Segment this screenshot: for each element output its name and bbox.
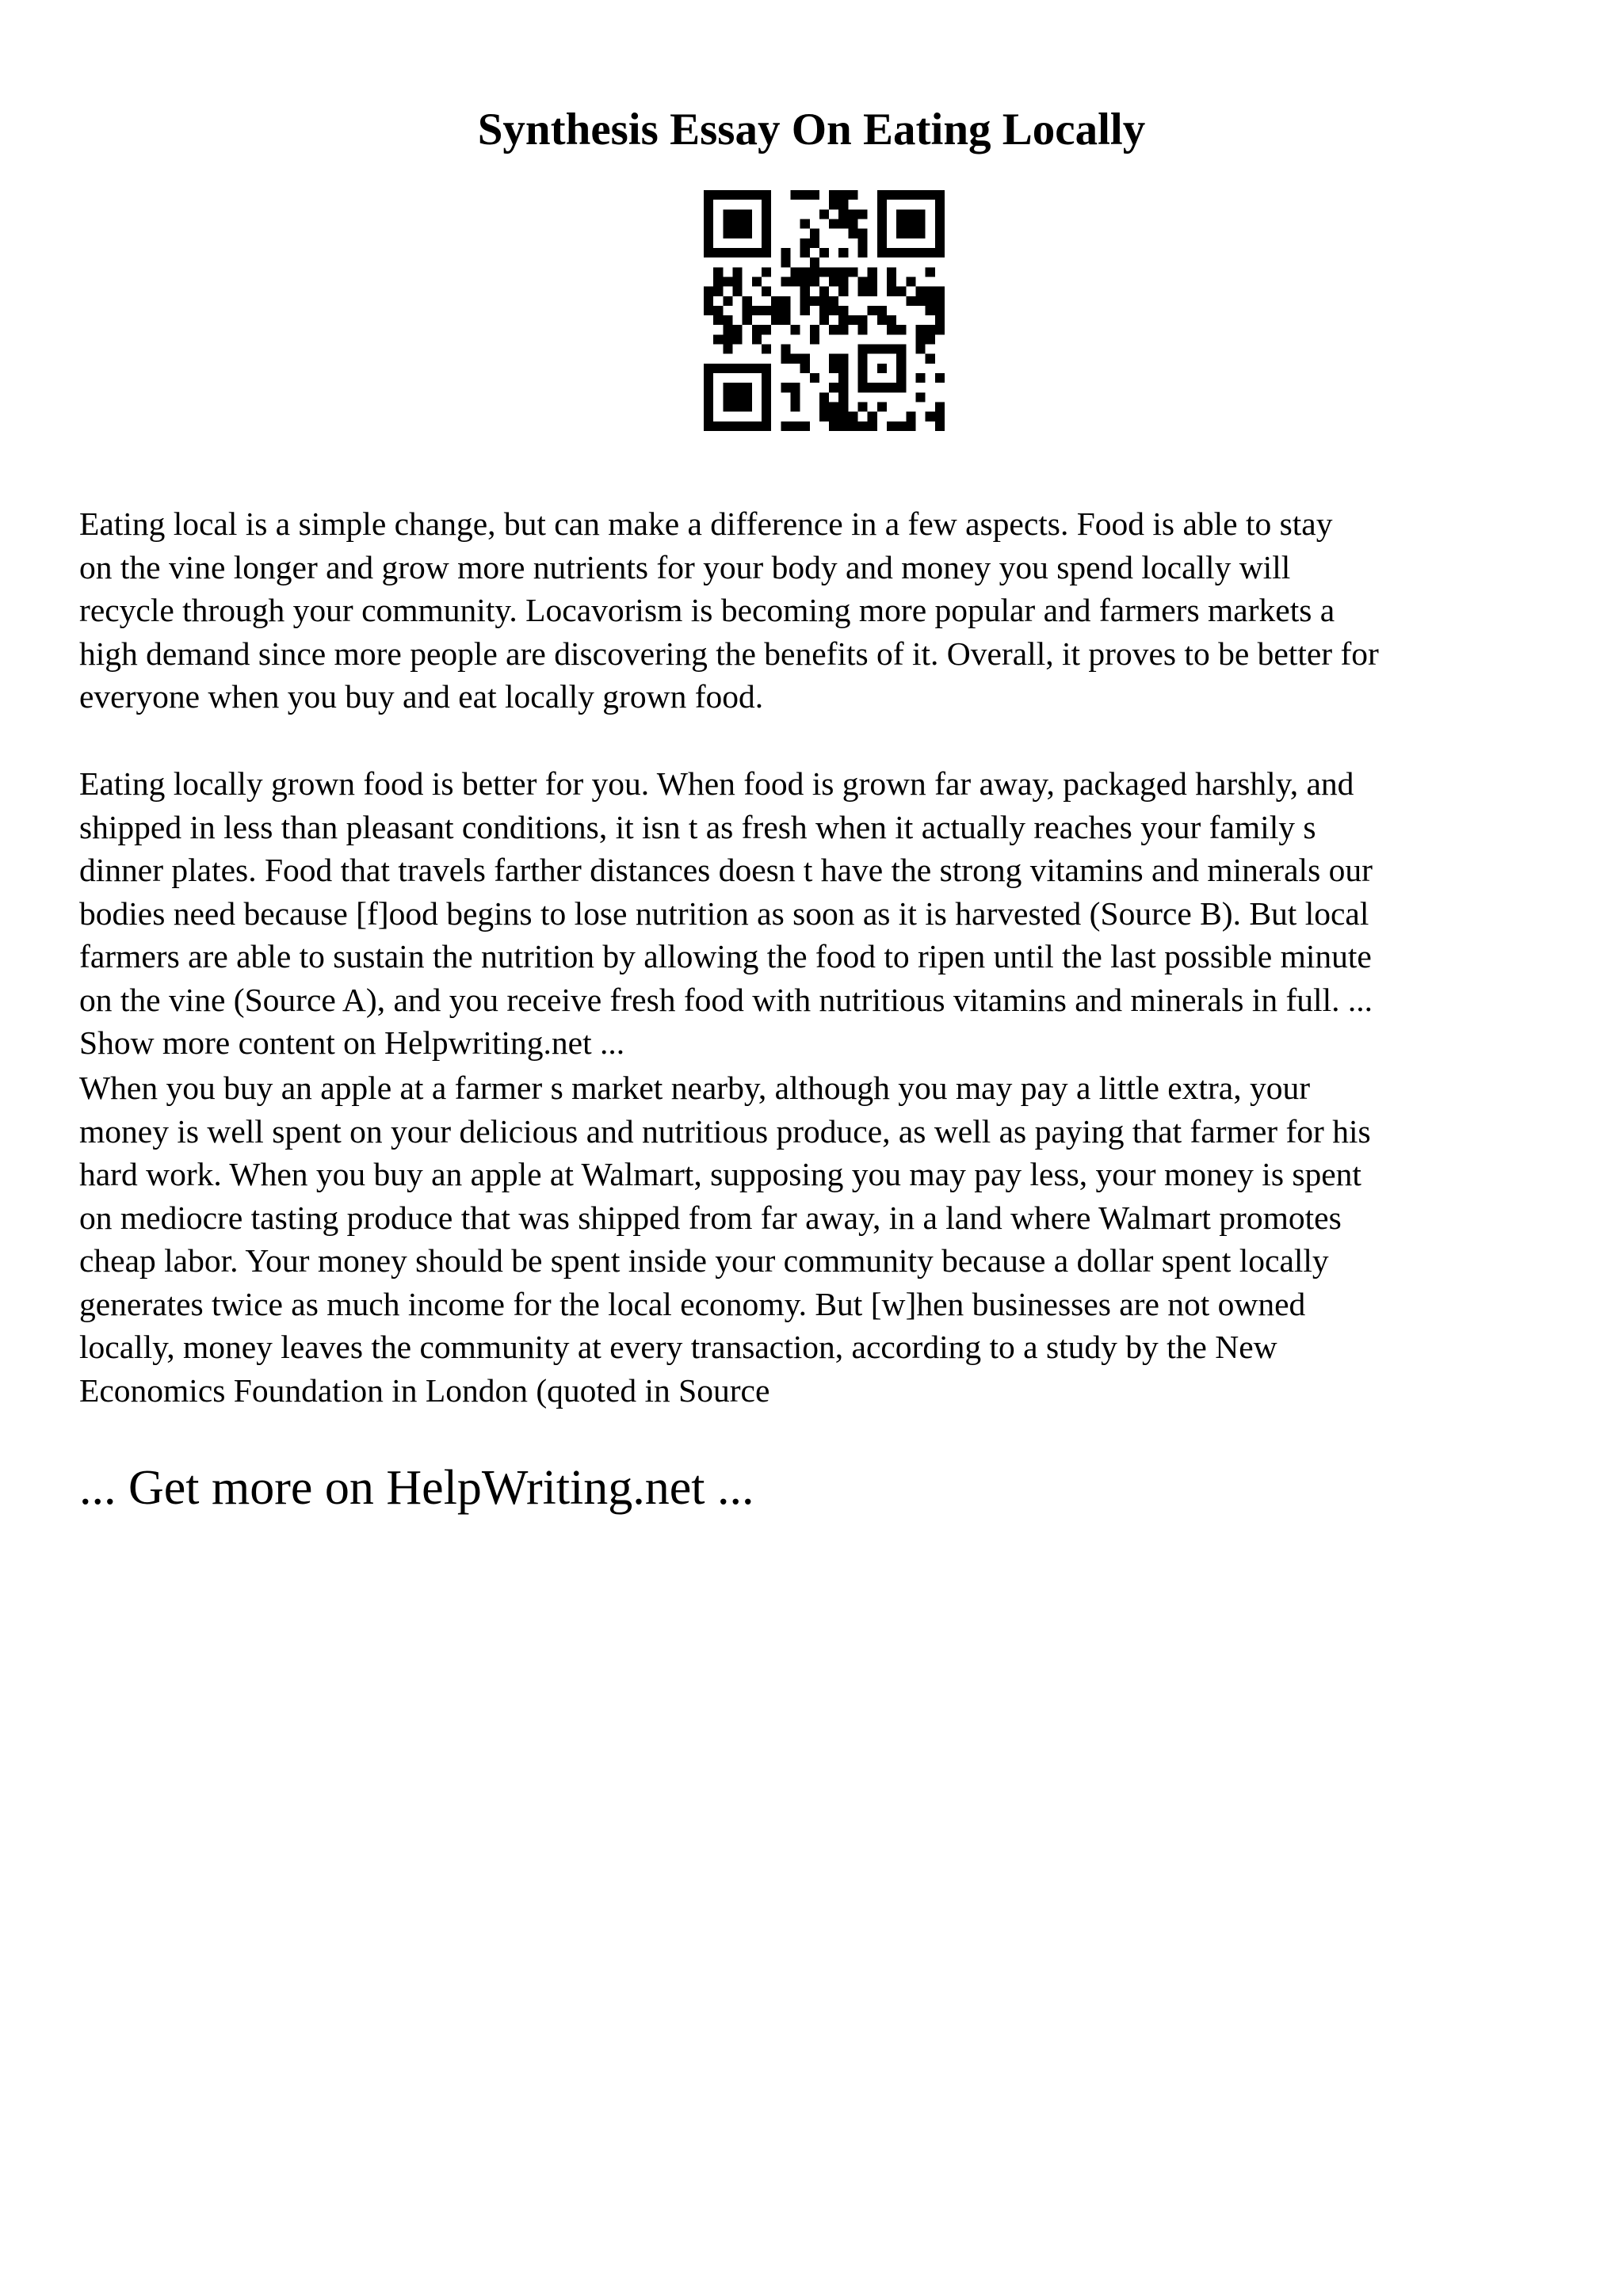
text-line: shipped in less than pleasant conditions, it isn t as fresh when it actually reaches your family s	[79, 808, 1316, 845]
text-line: Eating local is a simple change, but can make a difference in a few aspects. Food is able to stay	[79, 505, 1333, 542]
text-line: locally, money leaves the community at every transaction, according to a study by the New	[79, 1329, 1277, 1365]
paragraph-nutrition	[79, 762, 1585, 1065]
paragraph-intro	[79, 502, 1585, 719]
text-line: bodies need because [f]ood begins to lose nutrition as soon as it is harvested (Source B). But local	[79, 894, 1369, 932]
text-line: farmers are able to sustain the nutrition by allowing the food to ripen until the last possible minute	[79, 938, 1372, 974]
text-line: money is well spent on your delicious and nutritious produce, as well as paying that farmer for his	[79, 1112, 1371, 1150]
text-line: generates twice as much income for the local economy. But [w]hen businesses are not owned	[79, 1285, 1306, 1322]
text-line: high demand since more people are discovering the benefits of it. Overall, it proves to be better for	[79, 635, 1379, 672]
text-line: cheap labor. Your money should be spent inside your community because a dollar spent locally	[79, 1242, 1329, 1279]
show-more-link[interactable]: Show more content on Helpwriting.net ...	[79, 1024, 625, 1061]
text-line: dinner plates. Food that travels farther distances doesn t have the strong vitamins and minerals our	[79, 852, 1373, 888]
text-line: Eating locally grown food is better for you. When food is grown far away, packaged harshly, and	[79, 765, 1354, 802]
text-line: Economics Foundation in London (quoted in Source	[79, 1371, 770, 1409]
document-title: Synthesis Essay On Eating Locally	[477, 105, 1146, 154]
text-line: recycle through your community. Locavorism is becoming more popular and farmers markets a	[79, 592, 1335, 628]
text-line: When you buy an apple at a farmer s market nearby, although you may pay a little extra, your	[79, 1070, 1311, 1106]
qr-code-icon[interactable]	[704, 190, 945, 431]
text-line: everyone when you buy and eat locally grown food.	[79, 678, 764, 715]
get-more-link[interactable]: ... Get more on HelpWriting.net ...	[79, 1461, 754, 1515]
paragraph-economy	[79, 1066, 1585, 1412]
text-line: on the vine longer and grow more nutrients for your body and money you spend locally will	[79, 548, 1291, 585]
text-line: on mediocre tasting produce that was shipped from far away, in a land where Walmart promotes	[79, 1199, 1342, 1236]
text-line: on the vine (Source A), and you receive fresh food with nutritious vitamins and minerals in full. ...	[79, 981, 1373, 1018]
text-line: hard work. When you buy an apple at Walmart, supposing you may pay less, your money is spent	[79, 1156, 1361, 1192]
